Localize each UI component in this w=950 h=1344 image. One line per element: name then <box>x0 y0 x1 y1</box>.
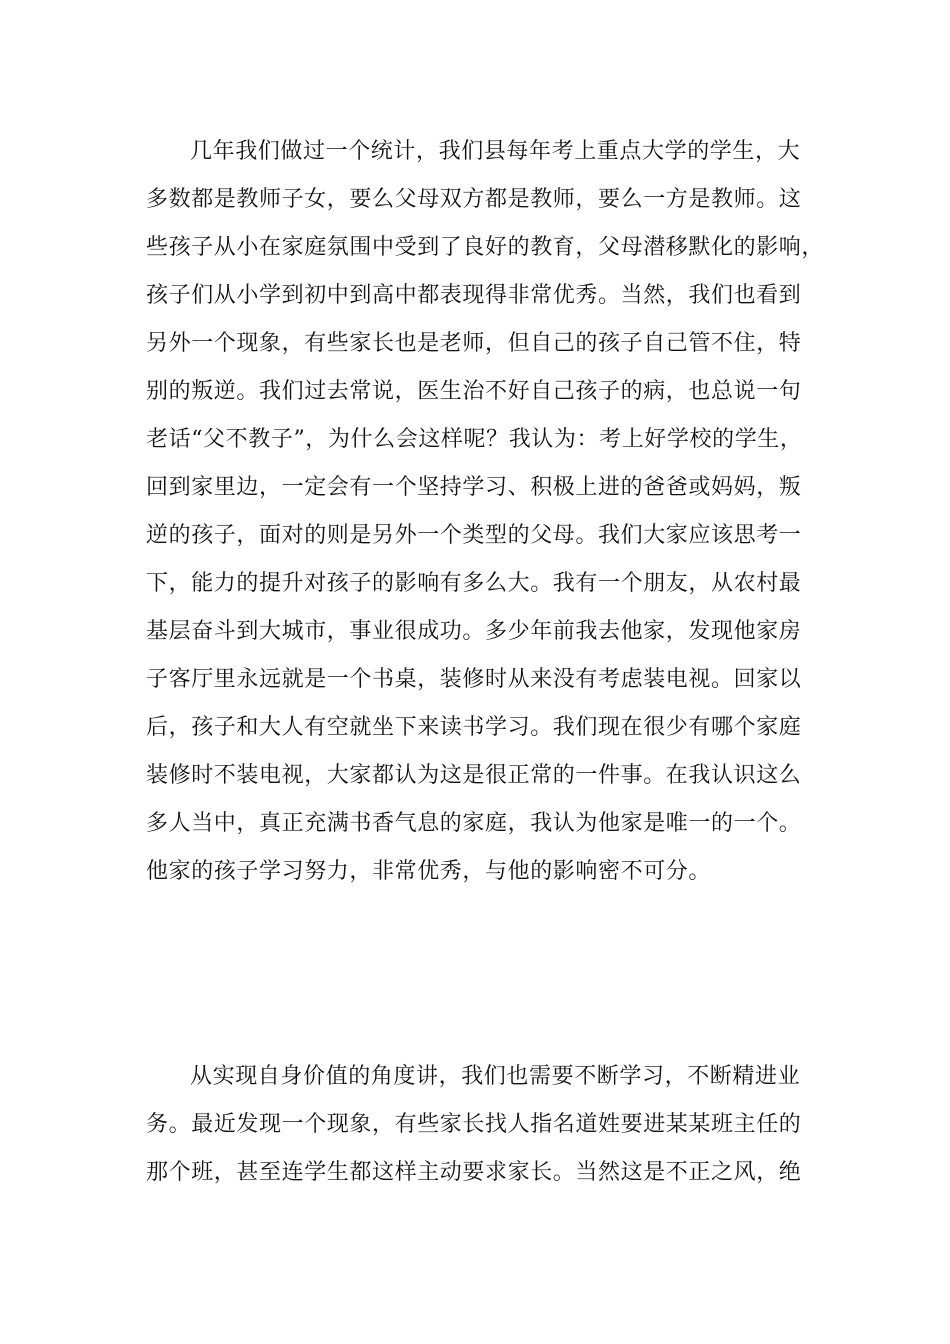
text-line: 逆的孩子，面对的则是另外一个类型的父母。我们大家应该思考一 <box>146 523 802 548</box>
text-line: 另外一个现象，有些家长也是老师，但自己的孩子自己管不住，特 <box>146 331 802 356</box>
text-line: 别的叛逆。我们过去常说，医生治不好自己孩子的病，也总说一句 <box>146 379 802 404</box>
text-line: 从实现自身价值的角度讲，我们也需要不断学习，不断精进业 <box>190 1064 801 1089</box>
text-line: 装修时不装电视，大家都认为这是很正常的一件事。在我认识这么 <box>146 763 802 788</box>
paragraph-1 <box>146 128 826 896</box>
text-line: 他家的孩子学习努力，非常优秀，与他的影响密不可分。 <box>146 859 712 884</box>
text-line: 几年我们做过一个统计，我们县每年考上重点大学的学生，大 <box>190 139 801 164</box>
text-line: 下，能力的提升对孩子的影响有多么大。我有一个朋友，从农村最 <box>146 571 802 596</box>
text-line: 些孩子从小在家庭氛围中受到了良好的教育，父母潜移默化的影响， <box>146 235 825 260</box>
text-line: 务。最近发现一个现象，有些家长找人指名道姓要进某某班主任的 <box>146 1112 802 1137</box>
text-line: 回到家里边，一定会有一个坚持学习、积极上进的爸爸或妈妈，叛 <box>146 475 802 500</box>
text-line: 多数都是教师子女，要么父母双方都是教师，要么一方是教师。这 <box>146 187 802 212</box>
text-line: 多人当中，真正充满书香气息的家庭，我认为他家是唯一的一个。 <box>146 811 802 836</box>
text-line: 孩子们从小学到初中到高中都表现得非常优秀。当然，我们也看到 <box>146 283 802 308</box>
text-line: 后，孩子和大人有空就坐下来读书学习。我们现在很少有哪个家庭 <box>146 715 802 740</box>
text-line: 基层奋斗到大城市，事业很成功。多少年前我去他家，发现他家房 <box>146 619 802 644</box>
text-line: 子客厅里永远就是一个书桌，装修时从来没有考虑装电视。回家以 <box>146 667 802 692</box>
paragraph-2 <box>146 1053 826 1197</box>
text-line: 那个班，甚至连学生都这样主动要求家长。当然这是不正之风，绝 <box>146 1160 802 1185</box>
text-line: 老话“父不教子”，为什么会这样呢？我认为：考上好学校的学生， <box>146 427 803 452</box>
